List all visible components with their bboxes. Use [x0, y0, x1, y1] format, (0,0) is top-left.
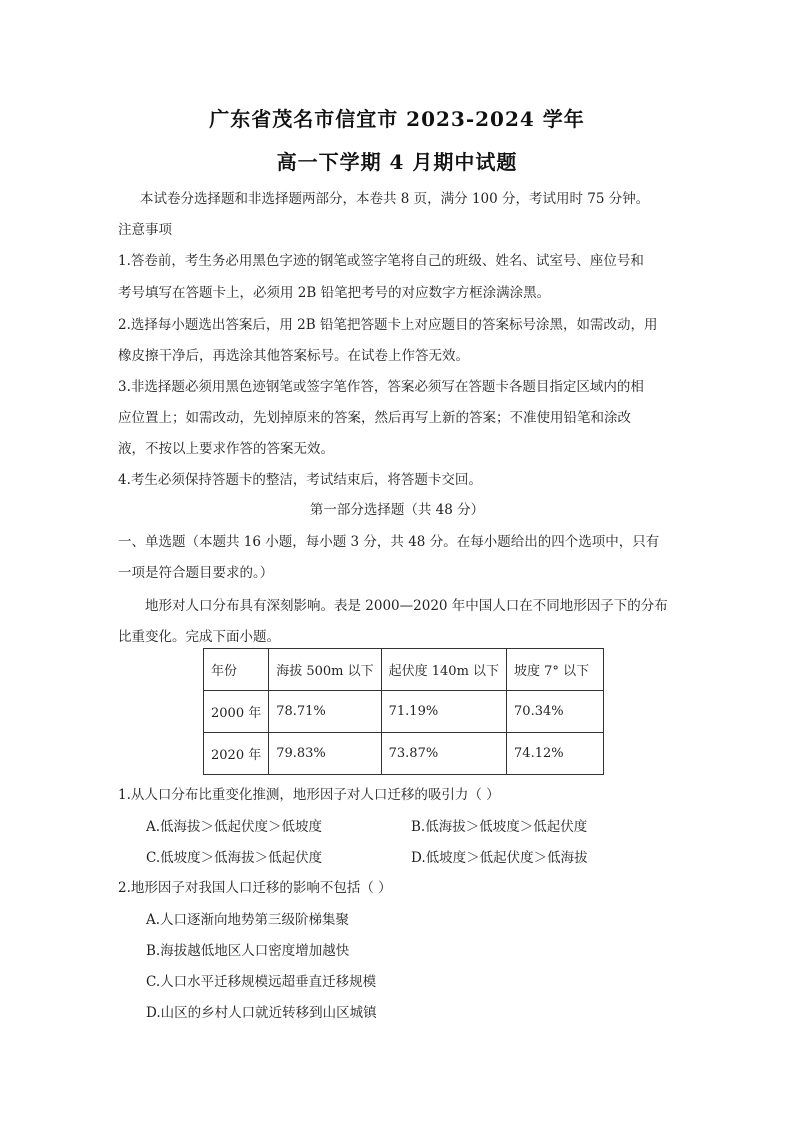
table-header-cell: 年份: [204, 649, 269, 691]
notice-line: 1.答卷前，考生务必用黑色字迹的钢笔或签字笔将自己的班级、姓名、试室号、座位号和: [118, 253, 644, 269]
notice-line: 4.考生必须保持答题卡的整洁，考试结束后，将答题卡交回。: [118, 472, 482, 488]
table-cell: 2020 年: [204, 733, 269, 775]
question-2-option-b: B.海拔越低地区人口密度增加越快: [146, 943, 350, 959]
question-1-stem: 1.从人口分布比重变化推测，地形因子对人口迁移的吸引力（ ）: [118, 787, 500, 803]
question-1-option-a: A.低海拔＞低起伏度＞低坡度: [146, 819, 323, 835]
question-1-option-c: C.低坡度＞低海拔＞低起伏度: [146, 850, 323, 866]
question-stem: 地形对人口分布具有深刻影响。表是 2000—2020 年中国人口在不同地形因子下的分布: [145, 598, 668, 614]
table-cell: 2000 年: [204, 691, 269, 733]
table-header-cell: 起伏度 140m 以下: [381, 649, 506, 691]
question-2-option-a: A.人口逐渐向地势第三级阶梯集聚: [146, 912, 350, 928]
table-cell: 71.19%: [381, 691, 506, 733]
exam-instructions: 本试卷分选择题和非选择题两部分，本卷共 8 页，满分 100 分，考试用时 75 分钟。: [140, 191, 650, 207]
question-2-option-d: D.山区的乡村人口就近转移到山区城镇: [146, 1005, 377, 1021]
table-cell: 78.71%: [269, 691, 381, 733]
notice-line: 考号填写在答题卡上，必须用 2B 铅笔把考号的对应数字方框涂满涂黑。: [118, 285, 551, 301]
table-header-cell: 坡度 7° 以下: [507, 649, 604, 691]
question-2-stem: 2.地形因子对我国人口迁移的影响不包括（ ）: [118, 880, 392, 896]
table-header-cell: 海拔 500m 以下: [269, 649, 381, 691]
question-stem-cont: 比重变化。完成下面小题。: [118, 629, 280, 645]
table-cell: 70.34%: [507, 691, 604, 733]
notice-line: 3.非选择题必须用黑色迹钢笔或签字笔作答，答案必须写在答题卡各题目指定区域内的相: [118, 379, 644, 395]
table-header-row: [204, 649, 604, 691]
table-cell: 79.83%: [269, 733, 381, 775]
notice-line: 2.选择每小题选出答案后，用 2B 铅笔把答题卡上对应题目的答案标号涂黑，如需改动，用: [118, 317, 658, 333]
table-cell: 73.87%: [381, 733, 506, 775]
table-cell: 74.12%: [507, 733, 604, 775]
table-row: [204, 691, 604, 733]
notice-heading: 注意事项: [118, 222, 172, 238]
notice-line: 应位置上；如需改动，先划掉原来的答案，然后再写上新的答案；不准使用铅笔和涂改: [118, 410, 631, 426]
exam-title-line-1: 广东省茂名市信宜市 2023-2024 学年: [209, 107, 585, 131]
part-one-heading: 第一部分选择题（共 48 分）: [309, 502, 485, 518]
notice-line: 橡皮擦干净后，再选涂其他答案标号。在试卷上作答无效。: [118, 348, 469, 364]
section-heading-cont: 一项是符合题目要求的。）: [118, 565, 274, 581]
question-2-option-c: C.人口水平迁移规模远超垂直迁移规模: [146, 974, 377, 990]
question-1-option-b: B.低海拔＞低坡度＞低起伏度: [411, 819, 588, 835]
notice-line: 液，不按以上要求作答的答案无效。: [118, 441, 334, 457]
question-1-option-d: D.低坡度＞低起伏度＞低海拔: [411, 850, 588, 866]
population-table: [203, 648, 604, 775]
exam-title-line-2: 高一下学期 4 月期中试题: [276, 150, 518, 174]
section-heading: 一、单选题（本题共 16 小题，每小题 3 分，共 48 分。在每小题给出的四个选项中，只有: [118, 534, 660, 550]
table-row: [204, 733, 604, 775]
